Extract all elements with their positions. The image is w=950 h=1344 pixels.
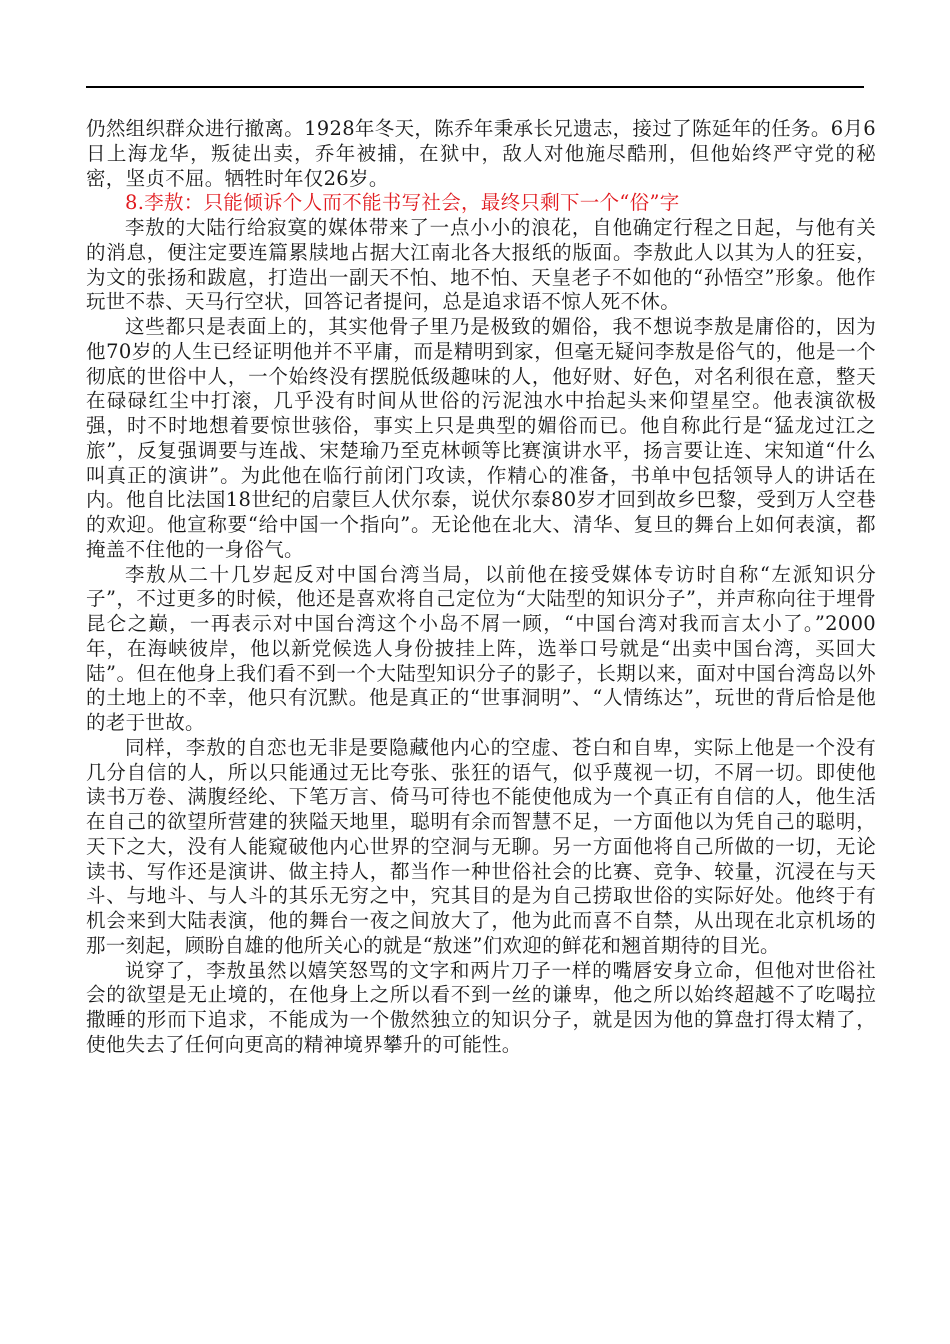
continuation-paragraph: 仍然组织群众进行撤离。1928年冬天，陈乔年秉承长兄遗志，接过了陈延年的任务。6月6日上海龙华，叛徒出卖，乔年被捕，在狱中，敌人对他施尽酷刑，但他始终严守党的秘密，坚贞不屈。牺牲时年仅26岁。 (86, 117, 876, 190)
paragraph-5: 说穿了，李敖虽然以嬉笑怒骂的文字和两片刀子一样的嘴唇安身立命，但他对世俗社会的欲望是无止境的，在他身上之所以看不到一丝的谦卑，他之所以始终超越不了吃喝拉撒睡的形而下追求，不能成为一个傲然独立的知识分子，就是因为他的算盘打得太精了，使他失去了任何向更高的精神境界攀升的可能性。 (86, 958, 876, 1056)
paragraph-4: 同样，李敖的自恋也无非是要隐藏他内心的空虚、苍白和自卑，实际上他是一个没有几分自信的人，所以只能通过无比夸张、张狂的语气，似乎蔑视一切，不屑一切。即使他读书万卷、满腹经纶、下笔万言、倚马可待也不能使他成为一个真正有自信的人，他生活在自己的欲望所营建的狭隘天地里，聪明有余而智慧不足，一方面他以为凭自己的聪明，天下之大，没有人能窥破他内心世界的空洞与无聊。另一方面他将自己所做的一切，无论读书、写作还是演讲、做主持人，都当作一种世俗社会的比赛、竞争、较量，沉浸在与天斗、与地斗、与人斗的其乐无穷之中，究其目的是为自己捞取世俗的实际好处。他终于有机会来到大陆表演，他的舞台一夜之间放大了，他为此而喜不自禁，从出现在北京机场的那一刻起，顾盼自雄的他所关心的就是“敖迷”们欢迎的鲜花和翘首期待的目光。 (86, 735, 876, 957)
paragraph-3: 李敖从二十几岁起反对中国台湾当局，以前他在接受媒体专访时自称“左派知识分子”，不过更多的时候，他还是喜欢将自己定位为“大陆型的知识分子”，并声称向往于埋骨昆仑之巅，一再表示对中国台湾这个小岛不屑一顾，“中国台湾对我而言太小了。”2000年，在海峡彼岸，他以新党候选人身份披挂上阵，选举口号就是“出卖中国台湾，买回大陆”。但在他身上我们看不到一个大陆型知识分子的影子，长期以来，面对中国台湾岛以外的土地上的不幸，他只有沉默。他是真正的“世事洞明”、“人情练达”，玩世的背后恰是他的老于世故。 (86, 562, 876, 734)
header-rule (86, 86, 864, 88)
paragraph-2: 这些都只是表面上的，其实他骨子里乃是极致的媚俗，我不想说李敖是庸俗的，因为他70岁的人生已经证明他并不平庸，而是精明到家，但毫无疑问李敖是俗气的，他是一个彻底的世俗中人，一个始终没有摆脱低级趣味的人，他好财、好色，对名利很在意，整天在碌碌红尘中打滚，几乎没有时间从世俗的污泥浊水中抬起头来仰望星空。他表演欲极强，时不时地想着要惊世骇俗，事实上只是典型的媚俗而已。他自称此行是“猛龙过江之旅”，反复强调要与连战、宋楚瑜乃至克林顿等比赛演讲水平，扬言要让连、宋知道“什么叫真正的演讲”。为此他在临行前闭门攻读，作精心的准备，书单中包括领导人的讲话在内。他自比法国18世纪的启蒙巨人伏尔泰，说伏尔泰80岁才回到故乡巴黎，受到万人空巷的欢迎。他宣称要“给中国一个指向”。无论他在北大、清华、复旦的舞台上如何表演，都掩盖不住他的一身俗气。 (86, 315, 876, 561)
document-body (86, 117, 876, 1058)
section-heading: 8.李敖：只能倾诉个人而不能书写社会，最终只剩下一个“俗”字 (125, 191, 680, 215)
paragraph-1: 李敖的大陆行给寂寞的媒体带来了一点小小的浪花，自他确定行程之日起，与他有关的消息，便注定要连篇累牍地占据大江南北各大报纸的版面。李敖此人以其为人的狂妄，为文的张扬和跋扈，打造出一副天不怕、地不怕、天皇老子不如他的“孙悟空”形象。他作玩世不恭、天马行空状，回答记者提问，总是追求语不惊人死不休。 (86, 216, 876, 314)
